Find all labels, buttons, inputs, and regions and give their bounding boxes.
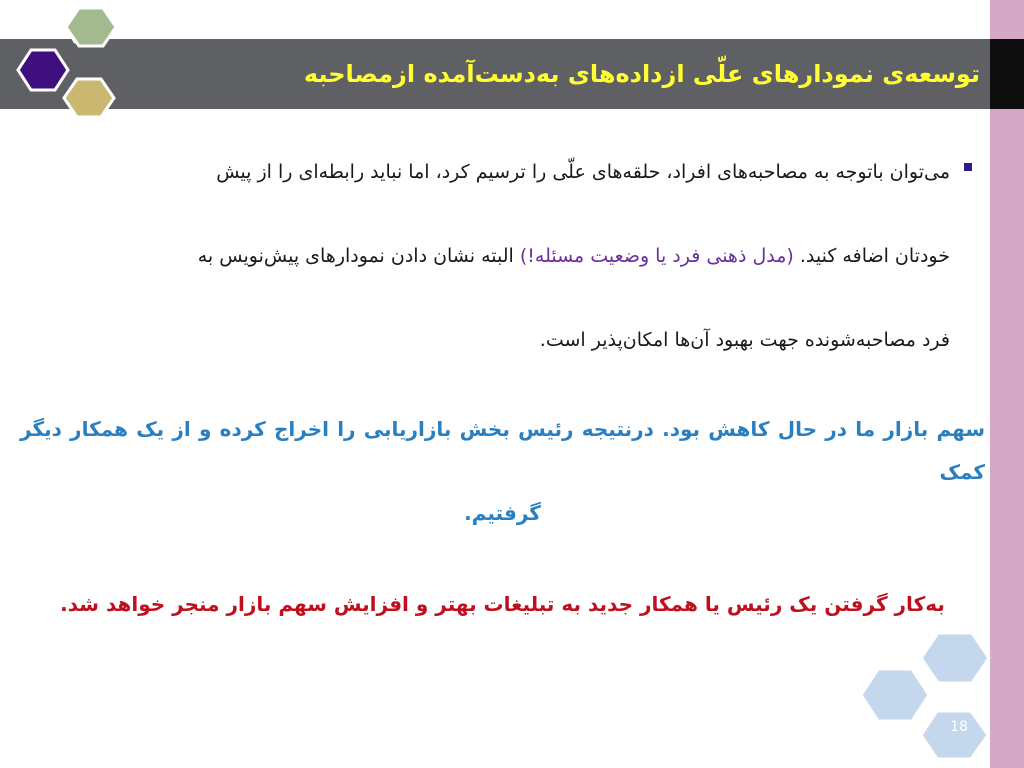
hexagon-green-shadow xyxy=(66,8,116,46)
example-conclusion: به‌کار گرفتن یک رئیس یا همکار جدید به تبلیغات بهتر و افزایش سهم بازار منجر خواهد شد. xyxy=(60,592,945,616)
right-accent-strip xyxy=(990,0,1024,768)
body-line-2 xyxy=(10,235,950,278)
bullet-square xyxy=(964,163,972,171)
body-line-2-start: خودتان اضافه کنید. xyxy=(799,245,950,267)
example-statement-line-2: گرفتیم. xyxy=(464,501,541,525)
decorative-hexagons xyxy=(855,625,995,768)
body-line-1: می‌توان باتوجه به مصاحبه‌های افراد، حلقه‌های علّی را ترسیم کرد، اما نباید رابطه‌ای را از پیش xyxy=(216,161,950,183)
slide-number: 18 xyxy=(950,719,968,735)
hexagon-lightblue-top xyxy=(921,633,989,683)
title-bar-end-block xyxy=(990,39,1024,109)
hexagon-lightblue-left xyxy=(861,669,929,721)
hexagon-cluster-logo xyxy=(0,0,130,135)
example-statement-line-1: سهم بازار ما در حال کاهش بود. درنتیجه رئیس بخش بازاریابی را اخراج کرده و از یک همکار دیگر کمک xyxy=(20,417,985,484)
hexagon-gold xyxy=(64,79,114,117)
mental-model-highlight: (مدل ذهنی فرد یا وضعیت مسئله!) xyxy=(519,245,794,267)
body-line-3: فرد مصاحبه‌شونده جهت بهبود آن‌ها امکان‌پذیر است. xyxy=(539,329,950,351)
body-line-2-end: البته نشان دادن نمودارهای پیش‌نویس به xyxy=(197,245,514,267)
slide-title: توسعه‌ی نمودارهای علّی ازداده‌های به‌دست‌آمده ازمصاحبه xyxy=(303,60,980,88)
hexagon-purple xyxy=(18,50,68,90)
